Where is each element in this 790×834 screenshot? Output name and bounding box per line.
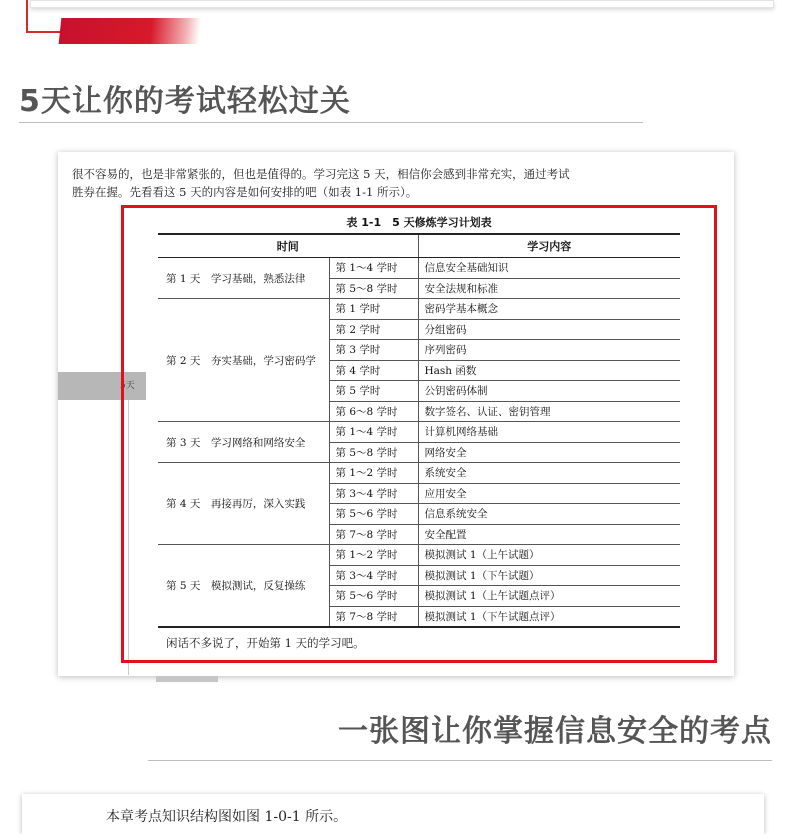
bottom-page-text: 本章考点知识结构图如图 1-0-1 所示。 bbox=[106, 809, 348, 825]
side-tab-label: 5天 bbox=[120, 381, 135, 391]
content-cell: 信息系统安全 bbox=[418, 504, 680, 525]
page-footer-bar bbox=[156, 676, 218, 682]
table-row bbox=[158, 299, 680, 320]
hour-cell: 第 3～4 学时 bbox=[329, 483, 418, 504]
red-brush-stroke bbox=[59, 18, 202, 44]
hour-cell: 第 1～2 学时 bbox=[329, 463, 418, 484]
hour-cell: 第 5 学时 bbox=[329, 381, 418, 402]
content-cell: 密码学基本概念 bbox=[418, 299, 680, 320]
bottom-page-fragment bbox=[22, 794, 764, 834]
content-cell: Hash 函数 bbox=[418, 360, 680, 381]
intro-line-1: 很不容易的，也是非常紧张的，但也是值得的。学习完这 5 天，相信你会感到非常充实，通过考试 bbox=[72, 167, 570, 181]
content-cell: 网络安全 bbox=[418, 442, 680, 463]
content-cell: 应用安全 bbox=[418, 483, 680, 504]
hour-cell: 第 1 学时 bbox=[329, 299, 418, 320]
content-cell: 安全法规和标准 bbox=[418, 278, 680, 299]
header-content: 学习内容 bbox=[418, 234, 680, 258]
hour-cell: 第 3 学时 bbox=[329, 340, 418, 361]
table-row bbox=[158, 463, 680, 484]
section-heading-5-days: 5天让你的考试轻松过关 bbox=[19, 84, 351, 119]
heading-divider bbox=[19, 122, 643, 123]
table-caption: 表 1-1 5 天修炼学习计划表 bbox=[346, 216, 492, 229]
hour-cell: 第 1～4 学时 bbox=[329, 422, 418, 443]
content-cell: 计算机网络基础 bbox=[418, 422, 680, 443]
study-plan-table bbox=[158, 233, 680, 628]
hour-cell: 第 5～6 学时 bbox=[329, 586, 418, 607]
heading-divider bbox=[148, 760, 772, 761]
content-cell: 公钥密码体制 bbox=[418, 381, 680, 402]
section-heading-knowledge-map: 一张图让你掌握信息安全的考点 bbox=[338, 714, 772, 749]
hour-cell: 第 5～8 学时 bbox=[329, 442, 418, 463]
day-4-label: 第 4 天 再接再厉，深入实践 bbox=[158, 463, 329, 545]
intro-line-2: 胜券在握。先看看这 5 天的内容是如何安排的吧（如表 1-1 所示）。 bbox=[72, 185, 418, 199]
hour-cell: 第 4 学时 bbox=[329, 360, 418, 381]
hour-cell: 第 5～8 学时 bbox=[329, 278, 418, 299]
hour-cell: 第 3～4 学时 bbox=[329, 565, 418, 586]
content-cell: 序列密码 bbox=[418, 340, 680, 361]
content-cell: 模拟测试 1（下午试题） bbox=[418, 565, 680, 586]
content-cell: 安全配置 bbox=[418, 524, 680, 545]
hour-cell: 第 1～4 学时 bbox=[329, 258, 418, 279]
red-bracket-line bbox=[26, 0, 28, 33]
hour-cell: 第 7～8 学时 bbox=[329, 606, 418, 627]
content-cell: 模拟测试 1（下午试题点评） bbox=[418, 606, 680, 627]
table-row bbox=[158, 545, 680, 566]
day-1-label: 第 1 天 学习基础，熟悉法律 bbox=[158, 258, 329, 299]
content-cell: 分组密码 bbox=[418, 319, 680, 340]
hour-cell: 第 2 学时 bbox=[329, 319, 418, 340]
top-page-fragment bbox=[30, 0, 774, 8]
day-3-label: 第 3 天 学习网络和网络安全 bbox=[158, 422, 329, 463]
hour-cell: 第 6～8 学时 bbox=[329, 401, 418, 422]
content-cell: 模拟测试 1（上午试题点评） bbox=[418, 586, 680, 607]
table-row bbox=[158, 258, 680, 279]
day-2-label: 第 2 天 夯实基础，学习密码学 bbox=[158, 299, 329, 422]
closing-text: 闲话不多说了，开始第 1 天的学习吧。 bbox=[166, 636, 365, 650]
hour-cell: 第 5～6 学时 bbox=[329, 504, 418, 525]
table-row bbox=[158, 422, 680, 443]
content-cell: 模拟测试 1（上午试题） bbox=[418, 545, 680, 566]
content-cell: 信息安全基础知识 bbox=[418, 258, 680, 279]
content-cell: 数字签名、认证、密钥管理 bbox=[418, 401, 680, 422]
day-5-label: 第 5 天 模拟测试，反复操练 bbox=[158, 545, 329, 628]
content-cell: 系统安全 bbox=[418, 463, 680, 484]
hour-cell: 第 1～2 学时 bbox=[329, 545, 418, 566]
header-time: 时间 bbox=[158, 234, 418, 258]
hour-cell: 第 7～8 学时 bbox=[329, 524, 418, 545]
